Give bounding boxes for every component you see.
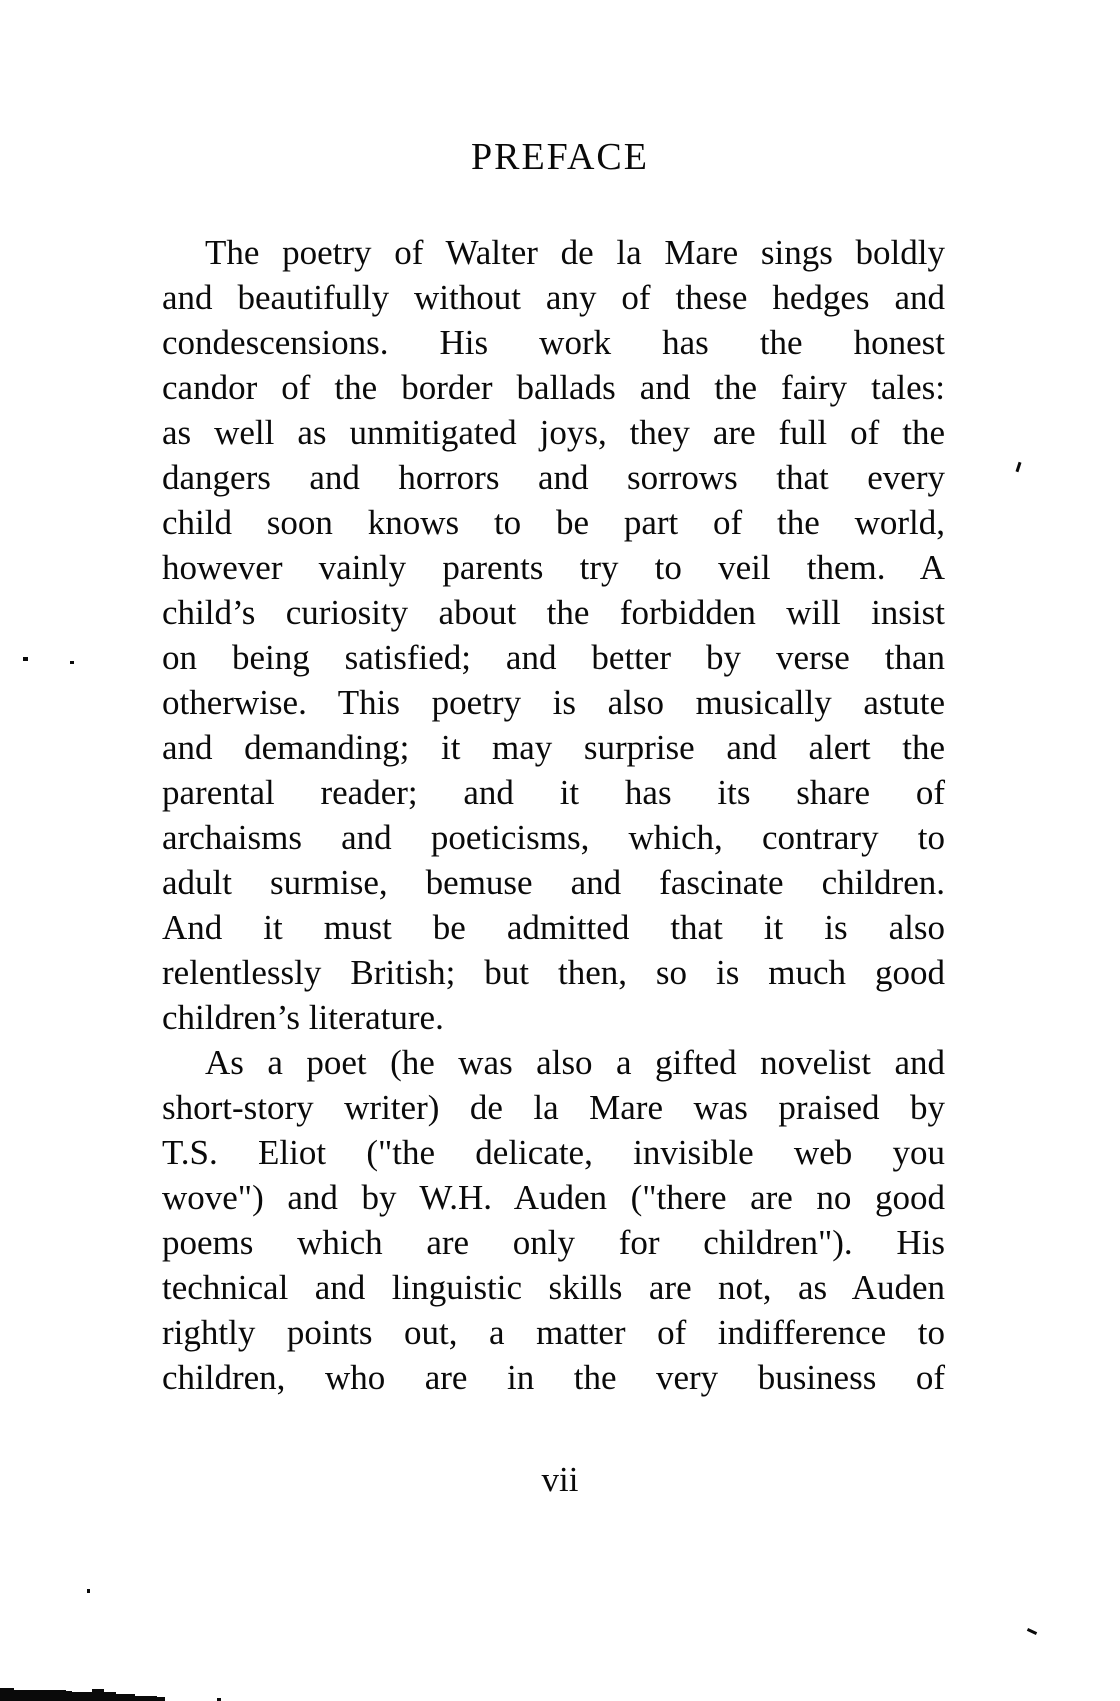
text-line: relentlessly British; but then, so is much good (162, 953, 945, 992)
text-line: otherwise. This poetry is also musically astute (162, 683, 945, 722)
text-line: and beautifully without any of these hedges and (162, 278, 945, 317)
text-line: And it must be admitted that it is also (162, 908, 945, 947)
text-line: children’s literature. (162, 998, 444, 1037)
text-line: poems which are only for children"). His (162, 1223, 945, 1262)
ink-speck (1027, 1628, 1037, 1635)
ink-smudge (115, 1694, 135, 1701)
ink-speck (1016, 462, 1022, 472)
text-line: candor of the border ballads and the fairy tales: (162, 368, 945, 407)
page-number: vii (541, 1460, 579, 1499)
text-line: wove") and by W.H. Auden ("there are no good (162, 1178, 945, 1217)
paragraph (162, 230, 945, 1040)
text-line: as well as unmitigated joys, they are full of the (162, 413, 945, 452)
text-line: child soon knows to be part of the world, (162, 503, 945, 542)
ink-smudge (157, 1697, 165, 1701)
text-line: on being satisfied; and better by verse than (162, 638, 945, 677)
page-title: PREFACE (470, 136, 649, 178)
text-line: dangers and horrors and sorrows that every (162, 458, 945, 497)
ink-speck (70, 661, 74, 664)
text-line: child’s curiosity about the forbidden will insist (162, 593, 945, 632)
text-line: T.S. Eliot ("the delicate, invisible web you (162, 1133, 945, 1172)
ink-smudge (70, 1692, 116, 1701)
text-line: archaisms and poeticisms, which, contrary to (162, 818, 945, 857)
text-line: condescensions. His work has the honest (162, 323, 945, 362)
ink-speck (23, 657, 28, 661)
ink-smudge (14, 1690, 66, 1696)
text-line: short-story writer) de la Mare was praised by (162, 1088, 945, 1127)
text-line: rightly points out, a matter of indifference to (162, 1313, 945, 1352)
text-line: adult surmise, bemuse and fascinate children. (162, 863, 945, 902)
text-line: and demanding; it may surprise and alert the (162, 728, 945, 767)
text-line: however vainly parents try to veil them. A (162, 548, 945, 587)
text-line: parental reader; and it has its share of (162, 773, 945, 812)
text-line: children, who are in the very business of (162, 1358, 945, 1397)
body-text (162, 230, 945, 1400)
ink-smudge (135, 1696, 157, 1701)
ink-speck (87, 1589, 90, 1593)
paragraph (162, 1040, 945, 1400)
text-line: The poetry of Walter de la Mare sings boldly (205, 233, 945, 272)
text-line: As a poet (he was also a gifted novelist and (205, 1043, 945, 1082)
text-line: technical and linguistic skills are not, as Auden (162, 1268, 945, 1307)
ink-smudge (92, 1689, 104, 1693)
